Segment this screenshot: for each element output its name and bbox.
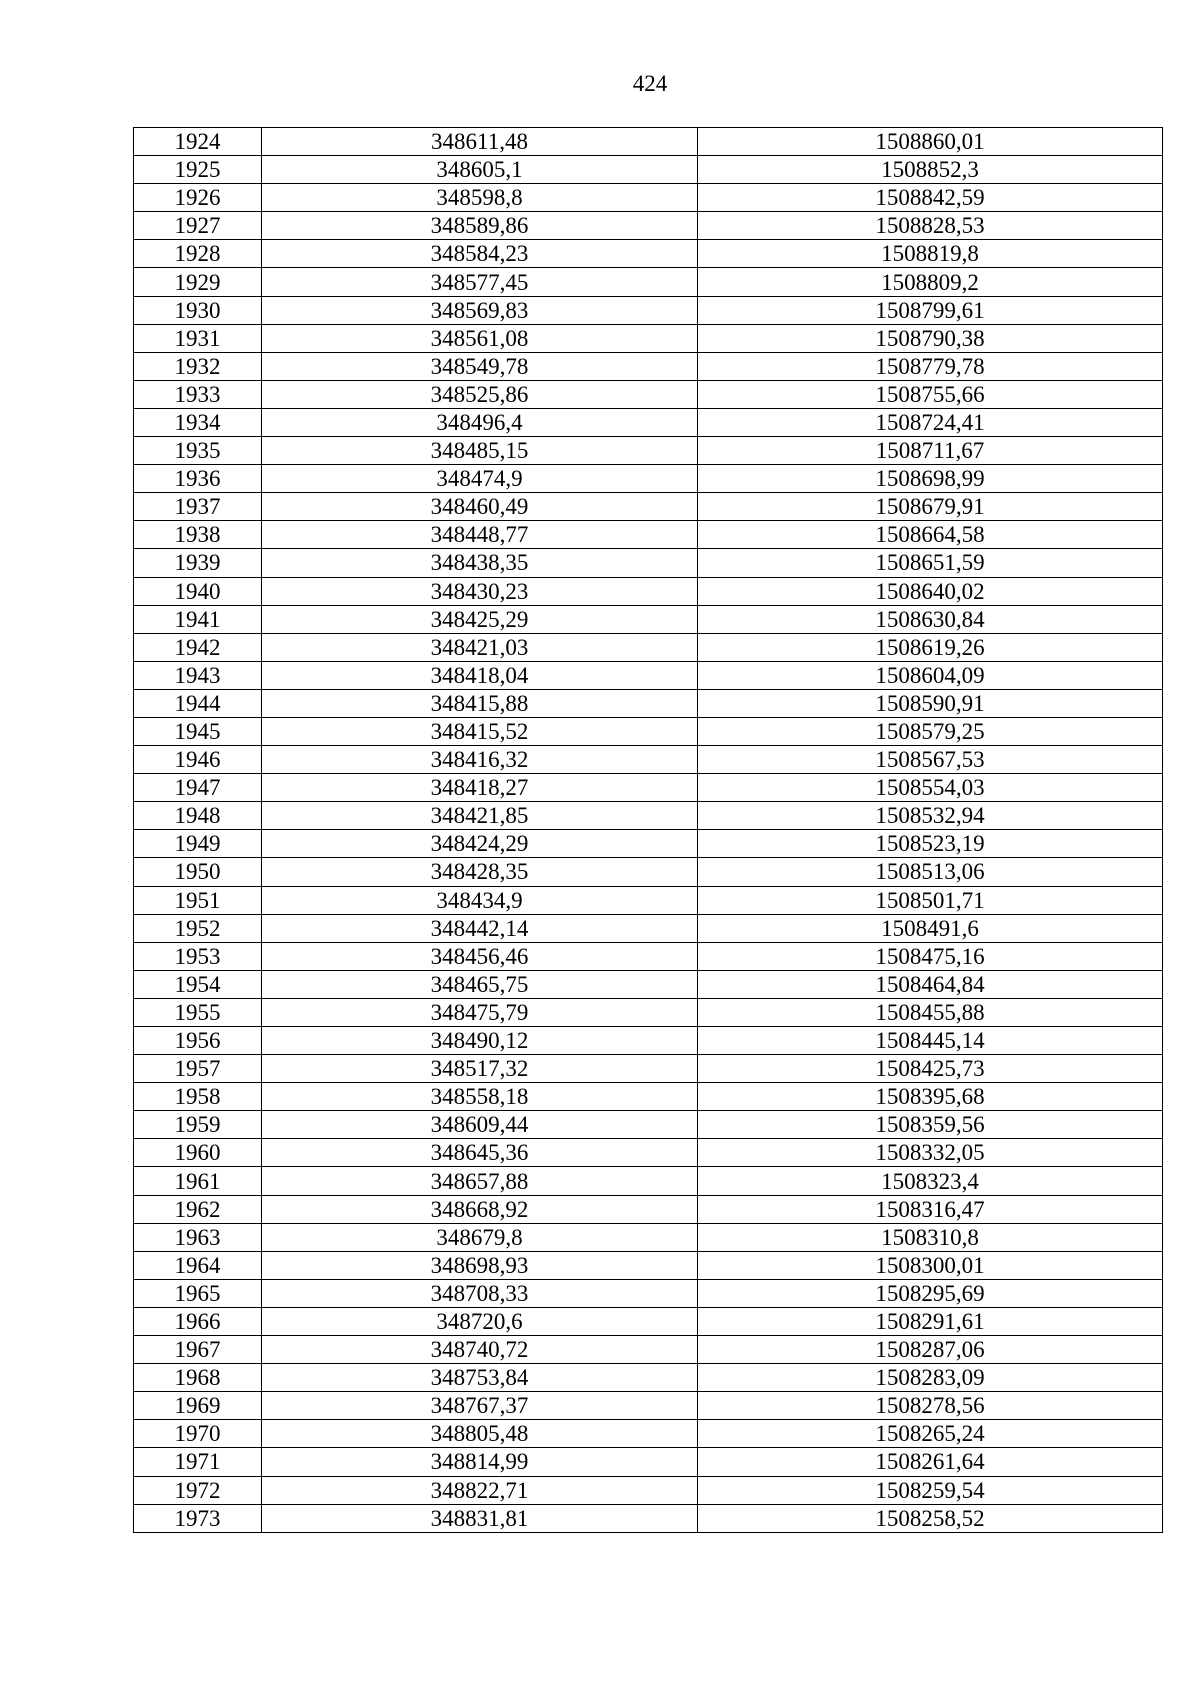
x-coordinate-cell: 348561,08 [262, 324, 698, 352]
point-number-cell: 1968 [134, 1364, 262, 1392]
y-coordinate-cell: 1508283,09 [698, 1364, 1163, 1392]
table-row [134, 1420, 1163, 1448]
point-number-cell: 1945 [134, 717, 262, 745]
point-number-cell: 1961 [134, 1167, 262, 1195]
table-row [134, 352, 1163, 380]
y-coordinate-cell: 1508604,09 [698, 661, 1163, 689]
x-coordinate-cell: 348460,49 [262, 493, 698, 521]
table-row [134, 465, 1163, 493]
y-coordinate-cell: 1508291,61 [698, 1307, 1163, 1335]
point-number-cell: 1928 [134, 240, 262, 268]
point-number-cell: 1940 [134, 577, 262, 605]
point-number-cell: 1955 [134, 998, 262, 1026]
point-number-cell: 1942 [134, 633, 262, 661]
y-coordinate-cell: 1508679,91 [698, 493, 1163, 521]
y-coordinate-cell: 1508513,06 [698, 858, 1163, 886]
point-number-cell: 1959 [134, 1111, 262, 1139]
y-coordinate-cell: 1508860,01 [698, 128, 1163, 156]
table-row [134, 212, 1163, 240]
y-coordinate-cell: 1508664,58 [698, 521, 1163, 549]
y-coordinate-cell: 1508332,05 [698, 1139, 1163, 1167]
point-number-cell: 1933 [134, 380, 262, 408]
point-number-cell: 1970 [134, 1420, 262, 1448]
y-coordinate-cell: 1508755,66 [698, 380, 1163, 408]
point-number-cell: 1943 [134, 661, 262, 689]
point-number-cell: 1953 [134, 942, 262, 970]
point-number-cell: 1934 [134, 408, 262, 436]
y-coordinate-cell: 1508491,6 [698, 914, 1163, 942]
point-number-cell: 1948 [134, 802, 262, 830]
point-number-cell: 1969 [134, 1392, 262, 1420]
point-number-cell: 1924 [134, 128, 262, 156]
table-row [134, 1279, 1163, 1307]
x-coordinate-cell: 348698,93 [262, 1251, 698, 1279]
y-coordinate-cell: 1508819,8 [698, 240, 1163, 268]
x-coordinate-cell: 348657,88 [262, 1167, 698, 1195]
x-coordinate-cell: 348496,4 [262, 408, 698, 436]
x-coordinate-cell: 348814,99 [262, 1448, 698, 1476]
table-row [134, 689, 1163, 717]
coordinates-table-container [133, 127, 1163, 1533]
y-coordinate-cell: 1508828,53 [698, 212, 1163, 240]
table-row [134, 577, 1163, 605]
table-row [134, 970, 1163, 998]
y-coordinate-cell: 1508651,59 [698, 549, 1163, 577]
point-number-cell: 1944 [134, 689, 262, 717]
y-coordinate-cell: 1508310,8 [698, 1223, 1163, 1251]
x-coordinate-cell: 348418,27 [262, 774, 698, 802]
x-coordinate-cell: 348598,8 [262, 184, 698, 212]
y-coordinate-cell: 1508259,54 [698, 1476, 1163, 1504]
coordinates-table-body [134, 128, 1163, 1533]
y-coordinate-cell: 1508711,67 [698, 437, 1163, 465]
y-coordinate-cell: 1508852,3 [698, 156, 1163, 184]
point-number-cell: 1958 [134, 1083, 262, 1111]
point-number-cell: 1938 [134, 521, 262, 549]
table-row [134, 774, 1163, 802]
point-number-cell: 1929 [134, 268, 262, 296]
y-coordinate-cell: 1508779,78 [698, 352, 1163, 380]
y-coordinate-cell: 1508630,84 [698, 605, 1163, 633]
point-number-cell: 1930 [134, 296, 262, 324]
y-coordinate-cell: 1508475,16 [698, 942, 1163, 970]
y-coordinate-cell: 1508590,91 [698, 689, 1163, 717]
y-coordinate-cell: 1508579,25 [698, 717, 1163, 745]
coordinates-table [133, 127, 1163, 1533]
table-row [134, 1027, 1163, 1055]
y-coordinate-cell: 1508809,2 [698, 268, 1163, 296]
y-coordinate-cell: 1508395,68 [698, 1083, 1163, 1111]
y-coordinate-cell: 1508842,59 [698, 184, 1163, 212]
table-row [134, 830, 1163, 858]
table-row [134, 1223, 1163, 1251]
point-number-cell: 1956 [134, 1027, 262, 1055]
table-row [134, 1364, 1163, 1392]
x-coordinate-cell: 348474,9 [262, 465, 698, 493]
table-row [134, 1251, 1163, 1279]
x-coordinate-cell: 348679,8 [262, 1223, 698, 1251]
point-number-cell: 1965 [134, 1279, 262, 1307]
table-row [134, 661, 1163, 689]
table-row [134, 1167, 1163, 1195]
point-number-cell: 1962 [134, 1195, 262, 1223]
page-number: 424 [632, 71, 668, 96]
point-number-cell: 1927 [134, 212, 262, 240]
table-row [134, 1055, 1163, 1083]
y-coordinate-cell: 1508359,56 [698, 1111, 1163, 1139]
point-number-cell: 1957 [134, 1055, 262, 1083]
point-number-cell: 1937 [134, 493, 262, 521]
x-coordinate-cell: 348475,79 [262, 998, 698, 1026]
x-coordinate-cell: 348425,29 [262, 605, 698, 633]
y-coordinate-cell: 1508425,73 [698, 1055, 1163, 1083]
x-coordinate-cell: 348485,15 [262, 437, 698, 465]
point-number-cell: 1946 [134, 746, 262, 774]
x-coordinate-cell: 348465,75 [262, 970, 698, 998]
table-row [134, 1083, 1163, 1111]
table-row [134, 633, 1163, 661]
table-row [134, 549, 1163, 577]
table-row [134, 1336, 1163, 1364]
y-coordinate-cell: 1508316,47 [698, 1195, 1163, 1223]
x-coordinate-cell: 348589,86 [262, 212, 698, 240]
table-row [134, 802, 1163, 830]
y-coordinate-cell: 1508464,84 [698, 970, 1163, 998]
x-coordinate-cell: 348569,83 [262, 296, 698, 324]
x-coordinate-cell: 348430,23 [262, 577, 698, 605]
x-coordinate-cell: 348525,86 [262, 380, 698, 408]
table-row [134, 437, 1163, 465]
x-coordinate-cell: 348708,33 [262, 1279, 698, 1307]
y-coordinate-cell: 1508532,94 [698, 802, 1163, 830]
x-coordinate-cell: 348418,04 [262, 661, 698, 689]
y-coordinate-cell: 1508501,71 [698, 886, 1163, 914]
x-coordinate-cell: 348448,77 [262, 521, 698, 549]
y-coordinate-cell: 1508567,53 [698, 746, 1163, 774]
point-number-cell: 1951 [134, 886, 262, 914]
table-row [134, 746, 1163, 774]
x-coordinate-cell: 348609,44 [262, 1111, 698, 1139]
point-number-cell: 1926 [134, 184, 262, 212]
table-row [134, 184, 1163, 212]
point-number-cell: 1947 [134, 774, 262, 802]
x-coordinate-cell: 348805,48 [262, 1420, 698, 1448]
x-coordinate-cell: 348668,92 [262, 1195, 698, 1223]
point-number-cell: 1952 [134, 914, 262, 942]
table-row [134, 1195, 1163, 1223]
table-row [134, 240, 1163, 268]
table-row [134, 521, 1163, 549]
point-number-cell: 1932 [134, 352, 262, 380]
x-coordinate-cell: 348438,35 [262, 549, 698, 577]
table-row [134, 998, 1163, 1026]
x-coordinate-cell: 348822,71 [262, 1476, 698, 1504]
table-row [134, 717, 1163, 745]
point-number-cell: 1925 [134, 156, 262, 184]
x-coordinate-cell: 348611,48 [262, 128, 698, 156]
point-number-cell: 1950 [134, 858, 262, 886]
table-row [134, 493, 1163, 521]
point-number-cell: 1973 [134, 1504, 262, 1532]
x-coordinate-cell: 348421,03 [262, 633, 698, 661]
y-coordinate-cell: 1508445,14 [698, 1027, 1163, 1055]
table-row [134, 324, 1163, 352]
table-row [134, 1392, 1163, 1420]
point-number-cell: 1936 [134, 465, 262, 493]
y-coordinate-cell: 1508261,64 [698, 1448, 1163, 1476]
y-coordinate-cell: 1508295,69 [698, 1279, 1163, 1307]
table-row [134, 1139, 1163, 1167]
x-coordinate-cell: 348517,32 [262, 1055, 698, 1083]
x-coordinate-cell: 348740,72 [262, 1336, 698, 1364]
table-row [134, 914, 1163, 942]
x-coordinate-cell: 348645,36 [262, 1139, 698, 1167]
x-coordinate-cell: 348424,29 [262, 830, 698, 858]
x-coordinate-cell: 348490,12 [262, 1027, 698, 1055]
table-row [134, 942, 1163, 970]
table-row [134, 1504, 1163, 1532]
y-coordinate-cell: 1508698,99 [698, 465, 1163, 493]
table-row [134, 156, 1163, 184]
y-coordinate-cell: 1508287,06 [698, 1336, 1163, 1364]
table-row [134, 605, 1163, 633]
x-coordinate-cell: 348549,78 [262, 352, 698, 380]
x-coordinate-cell: 348605,1 [262, 156, 698, 184]
table-row [134, 858, 1163, 886]
point-number-cell: 1931 [134, 324, 262, 352]
table-row [134, 1476, 1163, 1504]
table-row [134, 380, 1163, 408]
table-row [134, 1448, 1163, 1476]
point-number-cell: 1966 [134, 1307, 262, 1335]
point-number-cell: 1935 [134, 437, 262, 465]
x-coordinate-cell: 348720,6 [262, 1307, 698, 1335]
x-coordinate-cell: 348767,37 [262, 1392, 698, 1420]
point-number-cell: 1964 [134, 1251, 262, 1279]
x-coordinate-cell: 348558,18 [262, 1083, 698, 1111]
x-coordinate-cell: 348456,46 [262, 942, 698, 970]
y-coordinate-cell: 1508790,38 [698, 324, 1163, 352]
point-number-cell: 1967 [134, 1336, 262, 1364]
y-coordinate-cell: 1508455,88 [698, 998, 1163, 1026]
point-number-cell: 1963 [134, 1223, 262, 1251]
y-coordinate-cell: 1508724,41 [698, 408, 1163, 436]
y-coordinate-cell: 1508523,19 [698, 830, 1163, 858]
y-coordinate-cell: 1508619,26 [698, 633, 1163, 661]
point-number-cell: 1972 [134, 1476, 262, 1504]
table-row [134, 408, 1163, 436]
point-number-cell: 1960 [134, 1139, 262, 1167]
x-coordinate-cell: 348421,85 [262, 802, 698, 830]
x-coordinate-cell: 348584,23 [262, 240, 698, 268]
table-row [134, 1307, 1163, 1335]
point-number-cell: 1939 [134, 549, 262, 577]
y-coordinate-cell: 1508323,4 [698, 1167, 1163, 1195]
x-coordinate-cell: 348753,84 [262, 1364, 698, 1392]
point-number-cell: 1954 [134, 970, 262, 998]
table-row [134, 1111, 1163, 1139]
x-coordinate-cell: 348434,9 [262, 886, 698, 914]
point-number-cell: 1941 [134, 605, 262, 633]
y-coordinate-cell: 1508258,52 [698, 1504, 1163, 1532]
table-row [134, 128, 1163, 156]
point-number-cell: 1949 [134, 830, 262, 858]
x-coordinate-cell: 348831,81 [262, 1504, 698, 1532]
x-coordinate-cell: 348577,45 [262, 268, 698, 296]
y-coordinate-cell: 1508300,01 [698, 1251, 1163, 1279]
y-coordinate-cell: 1508265,24 [698, 1420, 1163, 1448]
y-coordinate-cell: 1508554,03 [698, 774, 1163, 802]
table-row [134, 296, 1163, 324]
y-coordinate-cell: 1508278,56 [698, 1392, 1163, 1420]
x-coordinate-cell: 348442,14 [262, 914, 698, 942]
table-row [134, 886, 1163, 914]
x-coordinate-cell: 348428,35 [262, 858, 698, 886]
x-coordinate-cell: 348416,32 [262, 746, 698, 774]
x-coordinate-cell: 348415,52 [262, 717, 698, 745]
y-coordinate-cell: 1508799,61 [698, 296, 1163, 324]
point-number-cell: 1971 [134, 1448, 262, 1476]
x-coordinate-cell: 348415,88 [262, 689, 698, 717]
table-row [134, 268, 1163, 296]
y-coordinate-cell: 1508640,02 [698, 577, 1163, 605]
